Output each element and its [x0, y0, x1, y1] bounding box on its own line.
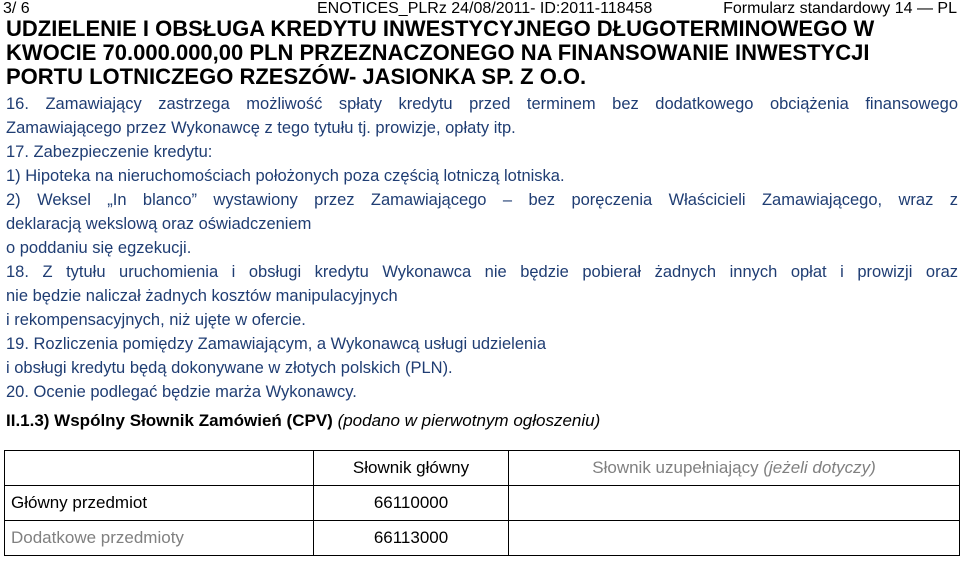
title-line: KWOCIE 70.000.000,00 PLN PRZEZNACZONEGO NA FINANSOWANIE INWESTYCJI [6, 40, 870, 65]
page-number: 3/ 6 [3, 0, 30, 17]
supp-label: Słownik uzupełniający [592, 458, 759, 477]
notice-title [6, 17, 956, 94]
text-line: deklaracją wekslową oraz oświadczeniem [6, 215, 312, 233]
header-main-dictionary: Słownik główny [314, 451, 509, 486]
cpv-heading-note: (podano w pierwotnym ogłoszeniu) [337, 411, 601, 430]
title-line: PORTU LOTNICZEGO RZESZÓW- JASIONKA SP. Z O.O. [6, 64, 587, 89]
supp-code [509, 521, 960, 556]
text-line: 2) Weksel „In blanco” wystawiony przez Zamawiającego – bez poręczenia Właścicieli Zamawiającego, wraz z [6, 191, 958, 209]
cpv-table [4, 450, 960, 556]
header-empty-cell [5, 451, 314, 486]
conditions-text [6, 92, 958, 404]
document-id: ENOTICES_PLRz 24/08/2011- ID:2011-118458 [317, 0, 653, 17]
table-header-row [5, 451, 960, 486]
main-code: 66110000 [314, 486, 509, 521]
table-row [5, 486, 960, 521]
header-supplementary-dictionary [509, 451, 960, 486]
text-line: 20. Ocenie podlegać będzie marża Wykonawcy. [6, 383, 357, 401]
text-line: nie będzie naliczał żadnych kosztów manipulacyjnych [6, 287, 398, 305]
supp-code [509, 486, 960, 521]
main-code: 66113000 [314, 521, 509, 556]
text-line: i rekompensacyjnych, niż ujęte w ofercie. [6, 311, 306, 329]
page-header [3, 0, 957, 18]
text-line: 18. Z tytułu uruchomienia i obsługi kredytu Wykonawca nie będzie pobierał żadnych innych opłat i prowizji oraz [6, 263, 958, 281]
cpv-heading-bold: II.1.3) Wspólny Słownik Zamówień (CPV) [6, 411, 333, 430]
cpv-heading [6, 410, 600, 432]
title-line: UDZIELENIE I OBSŁUGA KREDYTU INWESTYCYJNEGO DŁUGOTERMINOWEGO W [6, 17, 875, 41]
text-line: 1) Hipoteka na nieruchomościach położonych poza częścią lotniczą lotniska. [6, 167, 565, 185]
row-label: Dodatkowe przedmioty [5, 521, 314, 556]
text-line: 16. Zamawiający zastrzega możliwość spłaty kredytu przed terminem bez dodatkowego obciążenia finansowego [6, 95, 958, 113]
text-line: o poddaniu się egzekucji. [6, 239, 192, 257]
supp-note: (jeżeli dotyczy) [763, 458, 876, 477]
row-label: Główny przedmiot [5, 486, 314, 521]
text-line: Zamawiającego przez Wykonawcę z tego tytułu tj. prowizje, opłaty itp. [6, 119, 516, 137]
text-line: 17. Zabezpieczenie kredytu: [6, 143, 213, 161]
form-name: Formularz standardowy 14 — PL [723, 0, 957, 17]
text-line: 19. Rozliczenia pomiędzy Zamawiającym, a Wykonawcą usługi udzielenia [6, 335, 547, 353]
table-row [5, 521, 960, 556]
text-line: i obsługi kredytu będą dokonywane w złotych polskich (PLN). [6, 359, 453, 377]
